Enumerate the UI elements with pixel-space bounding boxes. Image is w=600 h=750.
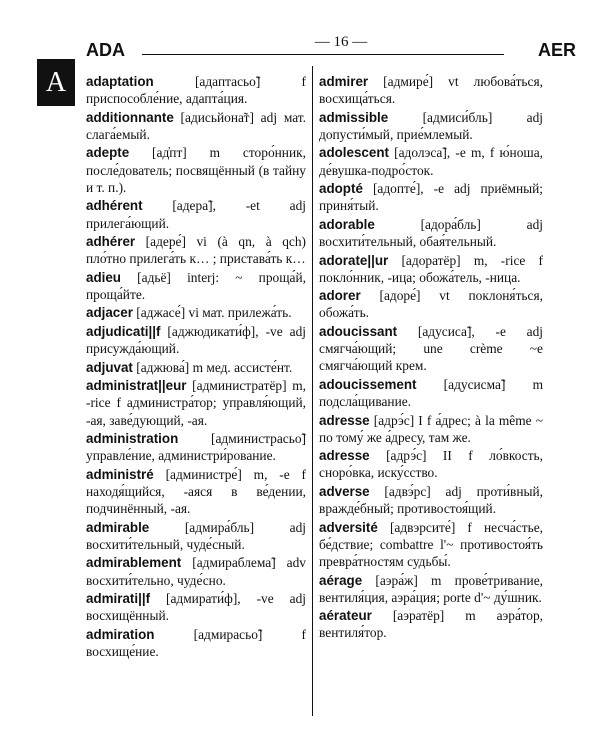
dictionary-entry xyxy=(319,572,543,606)
entry-headword: adorate||ur xyxy=(319,252,389,268)
entry-headword: adieu xyxy=(86,269,121,285)
entry-headword: aérage xyxy=(319,572,363,588)
entry-headword: adoucissant xyxy=(319,323,398,339)
page-number: — 16 — xyxy=(296,34,386,51)
dictionary-entry xyxy=(319,144,543,178)
dictionary-entry xyxy=(319,109,543,143)
entry-headword: adorer xyxy=(319,288,361,304)
entry-definition: [адусиса̃], -e adj смягча́ющий; une crème ~e смягча́ющий крем. xyxy=(319,323,543,374)
entry-headword: admiration xyxy=(86,626,155,642)
entry-headword: admirati||f xyxy=(86,591,151,607)
dictionary-entry xyxy=(86,233,306,267)
entry-definition: [администратёр] m, -rice f администра́тор; управля́ющий, -ая, заве́дующий, -ая. xyxy=(86,378,306,428)
right-running-headword: AER xyxy=(537,40,576,60)
entry-definition: [адрэ́с] I f а́дрес; à la même ~ по тому́ же а́дресу, там же. xyxy=(319,412,543,445)
entry-headword: admirable xyxy=(86,519,150,535)
dictionary-entry xyxy=(86,554,306,588)
entry-definition: [адвэ́рс] adj проти́вный, вражде́бный; противостоя́щий. xyxy=(319,483,543,517)
entry-headword: adopté xyxy=(319,181,363,197)
dictionary-entry xyxy=(319,519,543,571)
entry-headword: adjacer xyxy=(86,305,133,321)
entry-definition: [адопте́], -e adj приёмный; приня́тый. xyxy=(319,181,543,214)
column-divider xyxy=(312,66,313,716)
dictionary-entry xyxy=(86,73,306,107)
entry-definition: [аэратёр] m аэра́тор, вентиля́тор. xyxy=(319,608,543,641)
entry-definition: [ад̓пт] m сторо́нник, после́дователь; посвящённый (в тайну и т. п.). xyxy=(86,145,306,195)
entry-definition: [адаптасьо̃] f приспособле́ние, адапта́ция. xyxy=(86,74,306,107)
dictionary-entry xyxy=(86,144,306,196)
entry-definition: [адьё] interj: ~ проща́й, проща́йте. xyxy=(86,269,306,302)
entry-definition: [аэра́ж] m прове́тривание, вентиля́ция, аэра́ция; porte d'~ ду́шник. xyxy=(319,572,543,605)
entry-definition: [адмирасьо̃] f восхище́ние. xyxy=(86,626,306,659)
entry-definition: [аджасе́] vi мат. прилежа́ть. xyxy=(132,305,292,321)
dictionary-entry xyxy=(319,412,543,446)
dictionary-entry xyxy=(86,466,306,518)
dictionary-entry xyxy=(86,304,306,321)
dictionary-entry xyxy=(86,519,306,553)
entry-headword: administrat||eur xyxy=(86,378,187,394)
entry-definition: [адоре́] vt поклоня́ться, обожа́ть. xyxy=(319,288,543,321)
entry-headword: adepte xyxy=(86,145,130,161)
dictionary-entry xyxy=(86,323,306,357)
entry-headword: adorable xyxy=(319,216,375,232)
dictionary-entry xyxy=(86,269,306,303)
left-running-headword: ADA xyxy=(86,40,125,60)
entry-headword: admirablement xyxy=(86,555,182,571)
entry-definition: [адмирати́ф], -ve adj восхищённый. xyxy=(86,591,306,624)
entry-headword: admissible xyxy=(319,109,389,125)
dictionary-entry xyxy=(319,180,543,214)
entry-headword: administré xyxy=(86,466,154,482)
left-column xyxy=(86,73,306,661)
entry-definition: [адера̃], -et adj прилега́ющий. xyxy=(86,198,306,231)
entry-headword: adjuvat xyxy=(86,359,133,375)
dictionary-entry xyxy=(86,359,306,376)
entry-headword: adhérer xyxy=(86,234,136,250)
entry-definition: [адора́бль] adj восхити́тельный, обая́тельный. xyxy=(319,216,543,250)
entry-headword: adversité xyxy=(319,519,378,535)
right-column xyxy=(319,73,543,643)
entry-definition: [администре́] m, -e f находя́щийся, -аяся в ве́дении, подчинённый, -ая. xyxy=(86,466,306,517)
entry-headword: administration xyxy=(86,431,179,447)
page-header xyxy=(86,34,576,60)
dictionary-entry xyxy=(86,109,306,143)
entry-definition: [адмире́] vt любова́ться, восхища́ться. xyxy=(319,74,543,107)
entry-definition: [адусисма̃] m подсла́щивание. xyxy=(319,376,543,410)
dictionary-entry xyxy=(86,430,306,464)
entry-headword: adresse xyxy=(319,448,370,464)
dictionary-entry xyxy=(319,376,543,410)
entry-headword: adresse xyxy=(319,412,370,428)
entry-definition: [адолэса̃], -e m, f ю́ноша, де́вушка-подро́сток. xyxy=(319,145,543,178)
entry-definition: [адвэрсите́] f несча́стье, бе́дствие; combattre l'~ противостоя́ть превра́тностям судьбы́. xyxy=(319,519,543,570)
entry-definition: [администрасьо̃] управле́ние, администри́рование. xyxy=(86,431,306,464)
dictionary-entry xyxy=(319,287,543,321)
dictionary-entry xyxy=(86,377,306,429)
dictionary-entry xyxy=(86,197,306,231)
letter-thumb-tab xyxy=(37,59,75,106)
entry-definition: [адисьйона̃т] adj мат. слага́емый. xyxy=(86,109,306,142)
entry-headword: aérateur xyxy=(319,608,372,624)
entry-headword: adolescent xyxy=(319,145,389,161)
entry-definition: [адере́] vi (à qn, à qch) пло́тно прилега́ть к… ; пристава́ть к… xyxy=(86,234,306,267)
dictionary-entry xyxy=(319,607,543,641)
entry-definition: [аджюдикати́ф], -ve adj присужда́ющий. xyxy=(86,323,306,357)
entry-headword: adoucissement xyxy=(319,376,417,392)
dictionary-entry xyxy=(86,626,306,660)
entry-definition: [адмиси́бль] adj допусти́мый, прие́млемый. xyxy=(319,109,543,142)
dictionary-entry xyxy=(86,590,306,624)
entry-headword: adaptation xyxy=(86,74,154,89)
entry-headword: adverse xyxy=(319,483,370,499)
entry-definition: [адрэ́с] II f ло́вкость, сноро́вка, иску́сство. xyxy=(319,448,543,481)
dictionary-entry xyxy=(319,323,543,375)
entry-definition: [адмира́бль] adj восхити́тельный, чуде́сный. xyxy=(86,519,306,552)
entry-headword: adhérent xyxy=(86,198,143,214)
entry-headword: adjudicati||f xyxy=(86,323,161,339)
dictionary-entry xyxy=(319,216,543,250)
dictionary-entry xyxy=(319,252,543,286)
entry-definition: [адоратёр] m, -rice f покло́нник, -ица; обожа́тель, -ница. xyxy=(319,252,543,285)
entry-definition: [аджюва́] m мед. ассисте́нт. xyxy=(132,359,293,375)
letter-tab-label: A xyxy=(45,66,67,98)
entry-definition: [адмираблема̃] adv восхити́тельно, чуде́сно. xyxy=(86,555,306,588)
entry-headword: additionnante xyxy=(86,109,174,125)
dictionary-entry xyxy=(319,447,543,481)
entry-headword: admirer xyxy=(319,74,369,89)
dictionary-entry xyxy=(319,483,543,517)
header-rule xyxy=(142,54,504,55)
dictionary-entry xyxy=(319,73,543,107)
